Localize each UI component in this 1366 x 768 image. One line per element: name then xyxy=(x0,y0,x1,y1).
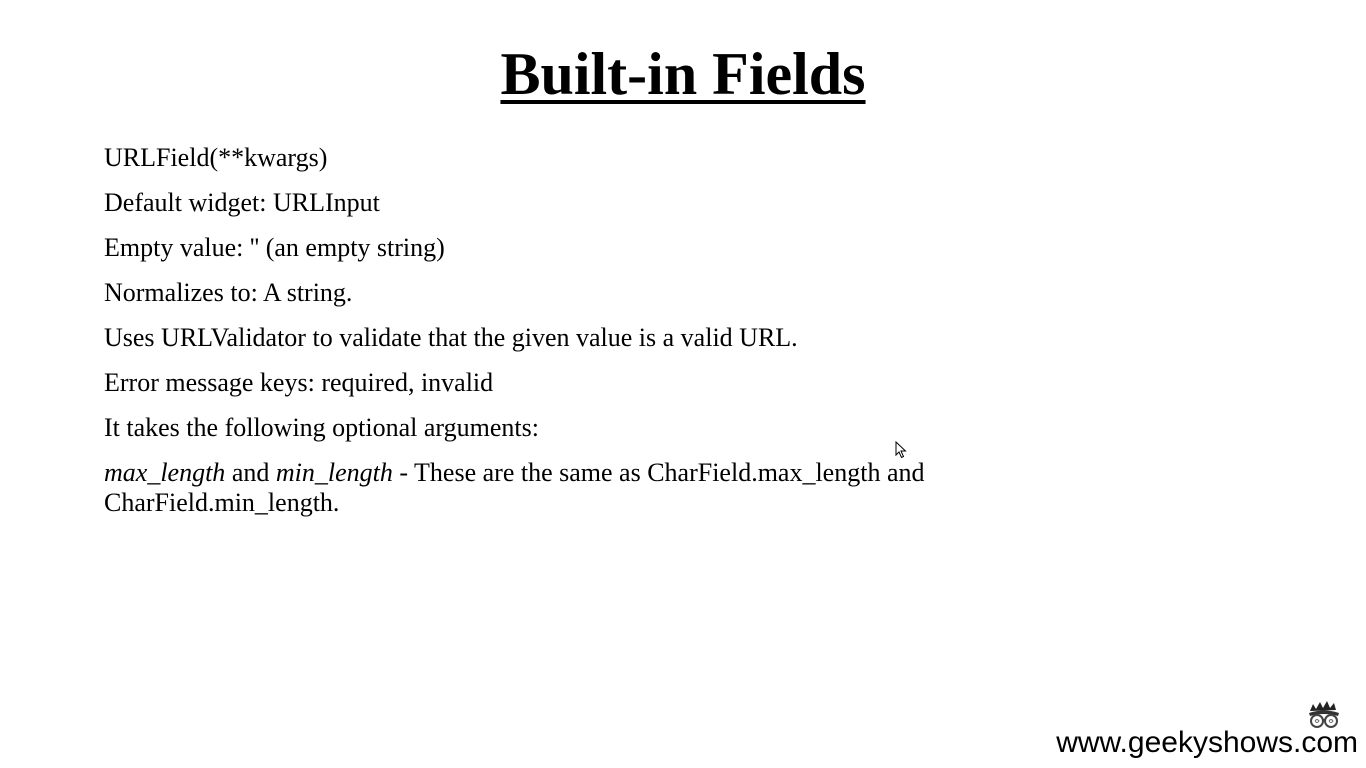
slide-title-text: Built-in Fields xyxy=(500,41,866,107)
normalizes-line: Normalizes to: A string. xyxy=(104,278,353,307)
default-widget-line: Default widget: URLInput xyxy=(104,188,380,217)
field-signature: URLField(**kwargs) xyxy=(104,143,328,172)
footer-branding xyxy=(1018,700,1358,760)
slide-title xyxy=(0,38,1366,110)
args-description: - These are the same as CharField.max_length and CharField.min_length. xyxy=(104,458,925,517)
empty-value-line: Empty value: '' (an empty string) xyxy=(104,233,445,262)
mouse-cursor-icon xyxy=(895,441,907,459)
max-length-arg: max_length xyxy=(104,458,226,487)
optional-args-line: It takes the following optional arguments: xyxy=(104,413,539,442)
slide-body xyxy=(104,143,1024,533)
length-args-line xyxy=(104,458,1024,518)
error-keys-line: Error message keys: required, invalid xyxy=(104,368,494,397)
validator-line: Uses URLValidator to validate that the given value is a valid URL. xyxy=(104,323,798,352)
min-length-arg: min_length xyxy=(275,458,393,487)
args-joiner: and xyxy=(225,458,276,487)
website-url: www.geekyshows.com xyxy=(1056,726,1358,759)
